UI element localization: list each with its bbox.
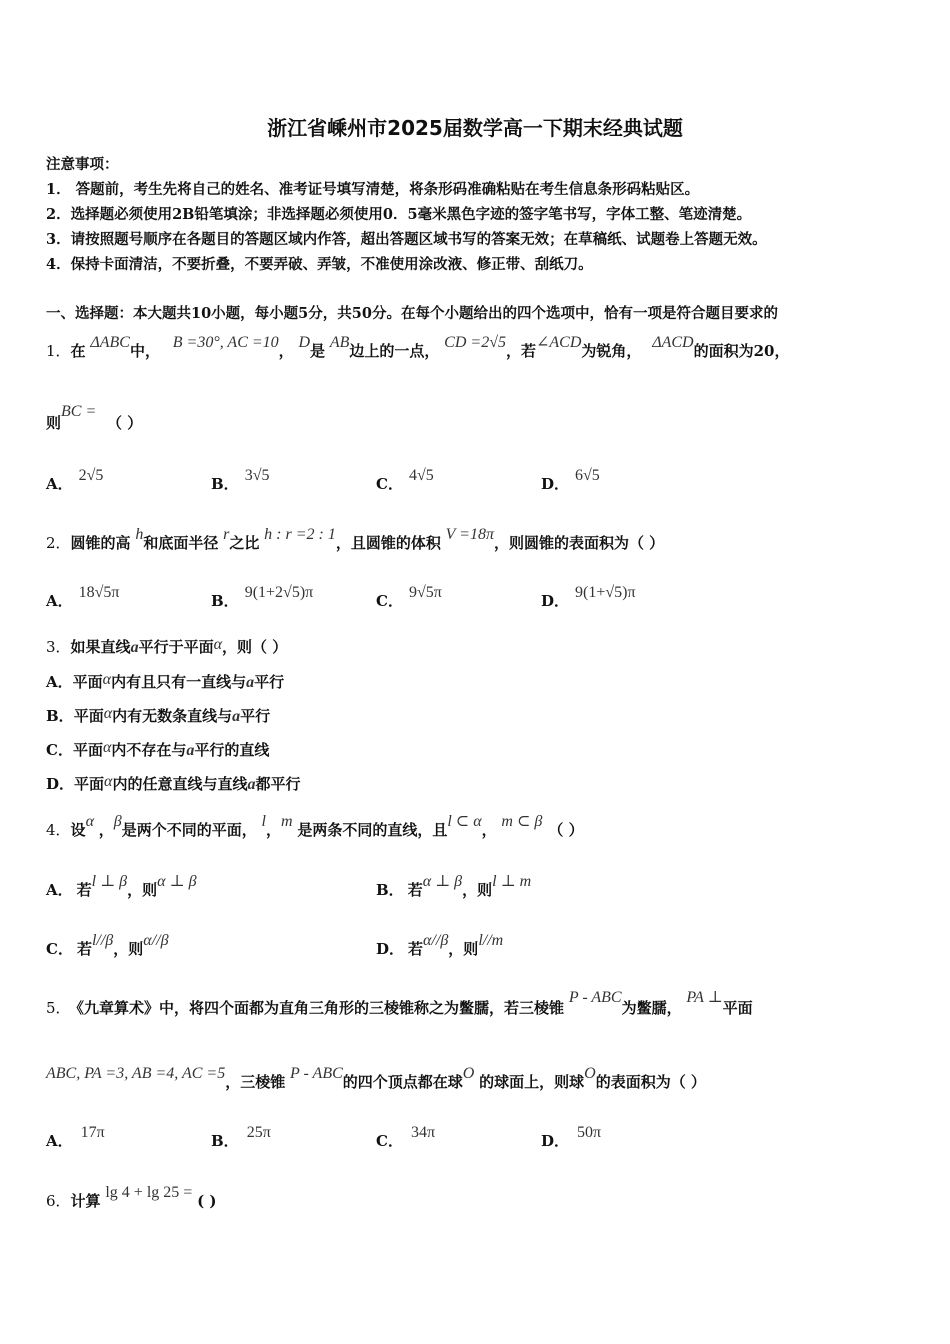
math: α (102, 739, 112, 756)
text: ，且圆锥的体积 (335, 534, 441, 552)
text: 计算 (70, 1192, 101, 1210)
text: 的表面积为（ ） (595, 1073, 706, 1091)
math: l (261, 813, 266, 830)
question-number: 3． (46, 638, 71, 656)
notice-item: 1． 答题前，考生先将自己的姓名、准考证号填写清楚，将条形码准确粘贴在考生信息条形码粘贴区。 (46, 181, 700, 198)
option-label: C． (376, 592, 403, 610)
text: ， (265, 821, 281, 839)
math: P - ABC (568, 989, 622, 1006)
option-label: C． (376, 475, 403, 493)
math: B =30°, AC =10 (172, 334, 279, 351)
option-label: B． (211, 1132, 239, 1150)
option-value: 50π (577, 1124, 602, 1141)
text: 平面 (72, 741, 103, 759)
text: 平面 (74, 775, 105, 793)
option-label: B． (211, 475, 239, 493)
option[interactable] (376, 1124, 436, 1151)
text: 内的任意直线与直线 (112, 775, 248, 793)
text: 的球面上，则球 (479, 1073, 585, 1091)
page-title: 浙江省嵊州市2025届数学高一下期末经典试题 (267, 116, 683, 140)
text: ，则 (462, 881, 493, 899)
text: ，若 (505, 342, 536, 360)
text: ， (278, 342, 294, 360)
option[interactable] (211, 1124, 271, 1151)
option[interactable] (46, 739, 269, 760)
option-label: D． (46, 775, 75, 793)
notice-item: 2．选择题必须使用2B铅笔填涂；非选择题必须使用0．5毫米黑色字迹的签字笔书写，字体工整、笔迹清楚。 (46, 206, 752, 223)
text: 平面 (73, 707, 104, 725)
question-1-line-2 (46, 403, 143, 433)
math: l//m (478, 932, 504, 949)
option-label: D． (376, 940, 405, 958)
math: α//β (423, 932, 449, 949)
math: h : r =2 : 1 (264, 526, 336, 543)
text: 则 (46, 414, 62, 432)
text: ，则 (448, 940, 479, 958)
text: 的面积为20， (693, 342, 790, 360)
math: α (213, 636, 222, 653)
option[interactable] (541, 1124, 602, 1151)
text: 内有无数条直线与 (112, 707, 233, 725)
text: 是两个不同的平面， (121, 821, 257, 839)
text: 和底面半径 (143, 534, 219, 552)
option-label: A． (46, 475, 73, 493)
text: （ ） (107, 414, 143, 432)
question-3 (46, 636, 287, 657)
option-label: D． (541, 1132, 570, 1150)
math: a (232, 708, 241, 725)
option[interactable] (46, 873, 197, 900)
option[interactable] (376, 873, 532, 900)
option-label: A． (46, 1132, 73, 1150)
option[interactable] (211, 467, 270, 494)
text: 平行 (240, 707, 271, 725)
option-label: D． (541, 592, 570, 610)
math: h (135, 526, 144, 543)
option[interactable] (46, 1124, 105, 1151)
question-5-line-2 (46, 1065, 706, 1092)
text: ， (98, 821, 114, 839)
option-label: B． (46, 707, 74, 725)
question-4 (46, 813, 584, 840)
text: ，则圆锥的表面积为（ ） (493, 534, 665, 552)
math: O (462, 1065, 475, 1082)
math: O (584, 1065, 596, 1082)
text: 若 (408, 940, 424, 958)
question-number: 5． (46, 999, 71, 1017)
option-label: A． (46, 592, 73, 610)
option-label: C． (376, 1132, 403, 1150)
option-value: 17π (80, 1124, 105, 1141)
option-value: 6√5 (575, 467, 600, 484)
math: l ⊂ α (447, 813, 482, 830)
math: l//β (91, 932, 114, 949)
text: ，则 (127, 881, 158, 899)
question-1-line-1 (46, 334, 790, 361)
option-value: 3√5 (244, 467, 270, 484)
option[interactable] (46, 932, 169, 959)
text: 平行的直线 (194, 741, 270, 759)
option[interactable] (46, 584, 120, 611)
math: α ⊥ β (157, 873, 197, 890)
math: PA ⊥ (686, 989, 723, 1006)
question-6 (46, 1184, 217, 1211)
option-value: 18√5π (78, 584, 120, 601)
math: lg 4 + lg 25 = (105, 1184, 193, 1201)
option[interactable] (46, 773, 300, 794)
question-number: 2． (46, 534, 71, 552)
text: 平面 (72, 673, 103, 691)
text: 圆锥的高 (70, 534, 131, 552)
text: 若 (76, 940, 92, 958)
math: CD =2√5 (444, 334, 506, 351)
text: 设 (70, 821, 86, 839)
math: m ⊂ β (501, 813, 543, 830)
text: 边上的一点， (349, 342, 440, 360)
option-label: D． (541, 475, 570, 493)
text: 是 (310, 342, 326, 360)
text: 平面 (722, 999, 753, 1017)
option-value: 2√5 (78, 467, 104, 484)
math: r (223, 526, 230, 543)
text: 为鳖臑， (621, 999, 682, 1017)
option-value: 34π (410, 1124, 436, 1141)
math: AB (329, 334, 350, 351)
text: 的四个顶点都在球 (342, 1073, 463, 1091)
option-value: 4√5 (408, 467, 434, 484)
option-label: A． (46, 881, 73, 899)
math: a (247, 776, 256, 793)
question-number: 6． (46, 1192, 71, 1210)
text: 平行 (254, 673, 285, 691)
math: m (281, 813, 293, 830)
text: ， (481, 821, 497, 839)
math: a (186, 742, 195, 759)
section-heading: 一、选择题：本大题共10小题，每小题5分，共50分。在每个小题给出的四个选项中，恰有一项是符合题目要求的 (46, 305, 778, 322)
math: P - ABC (290, 1065, 343, 1082)
option-label: C． (46, 741, 73, 759)
notice-item: 3．请按照题号顺序在各题目的答题区域内作答，超出答题区域书写的答案无效；在草稿纸、试题卷上答题无效。 (46, 231, 767, 248)
math: V =18π (445, 526, 494, 543)
text: ( ) (197, 1192, 217, 1210)
option-label: B． (376, 881, 404, 899)
math: a (130, 639, 139, 656)
math: ABC, PA =3, AB =4, AC =5 (46, 1065, 226, 1082)
text: ，则（ ） (221, 638, 288, 656)
math: ΔABC (90, 334, 130, 351)
option[interactable] (46, 705, 270, 726)
option-value: 9(1+2√5)π (244, 584, 314, 601)
text: 若 (407, 881, 423, 899)
math: α//β (143, 932, 169, 949)
question-number: 1． (46, 342, 71, 360)
math: a (246, 674, 255, 691)
option-label: B． (211, 592, 239, 610)
option-value: 25π (246, 1124, 271, 1141)
text: 平行于平面 (138, 638, 214, 656)
option[interactable] (211, 584, 314, 611)
option-value: 9√5π (408, 584, 442, 601)
math: BC = (61, 403, 97, 420)
option-label: A． (46, 673, 73, 691)
notice-item: 4．保持卡面清洁，不要折叠，不要弄破、弄皱，不准使用涂改液、修正带、刮纸刀。 (46, 256, 593, 273)
option[interactable] (376, 467, 434, 494)
option-label: C． (46, 940, 73, 958)
option[interactable] (541, 584, 636, 611)
text: 内不存在与 (111, 741, 187, 759)
math: ∠ACD (536, 334, 582, 351)
text: 在 (70, 342, 86, 360)
text: 内有且只有一直线与 (111, 673, 247, 691)
math: α (102, 671, 112, 688)
math: β (113, 813, 122, 830)
math: l ⊥ m (492, 873, 532, 890)
question-5-line-1 (46, 989, 753, 1018)
text: 中， (129, 342, 160, 360)
text: 都平行 (255, 775, 301, 793)
question-number: 4． (46, 821, 71, 839)
math: α ⊥ β (422, 873, 463, 890)
option[interactable] (46, 671, 284, 692)
text: （ ） (548, 821, 584, 839)
option[interactable] (376, 932, 504, 959)
option-value: 9(1+√5)π (575, 584, 636, 601)
option[interactable] (541, 467, 600, 494)
text: 《九章算术》中，将四个面都为直角三角形的三棱锥称之为鳖臑，若三棱锥 (76, 999, 565, 1017)
math: l ⊥ β (91, 873, 128, 890)
math: α (103, 705, 113, 722)
math: α (85, 813, 94, 830)
math: D (298, 334, 311, 351)
text: 之比 (229, 534, 260, 552)
notice-heading: 注意事项： (46, 156, 119, 173)
text: 如果直线 (70, 638, 131, 656)
option[interactable] (46, 467, 104, 494)
question-2 (46, 526, 665, 553)
option[interactable] (376, 584, 442, 611)
math: ΔACD (652, 334, 694, 351)
text: 若 (76, 881, 92, 899)
text: 是两条不同的直线，且 (297, 821, 448, 839)
text: 为锐角， (581, 342, 642, 360)
text: ，三棱锥 (225, 1073, 286, 1091)
text: ，则 (113, 940, 144, 958)
math: α (104, 773, 113, 790)
